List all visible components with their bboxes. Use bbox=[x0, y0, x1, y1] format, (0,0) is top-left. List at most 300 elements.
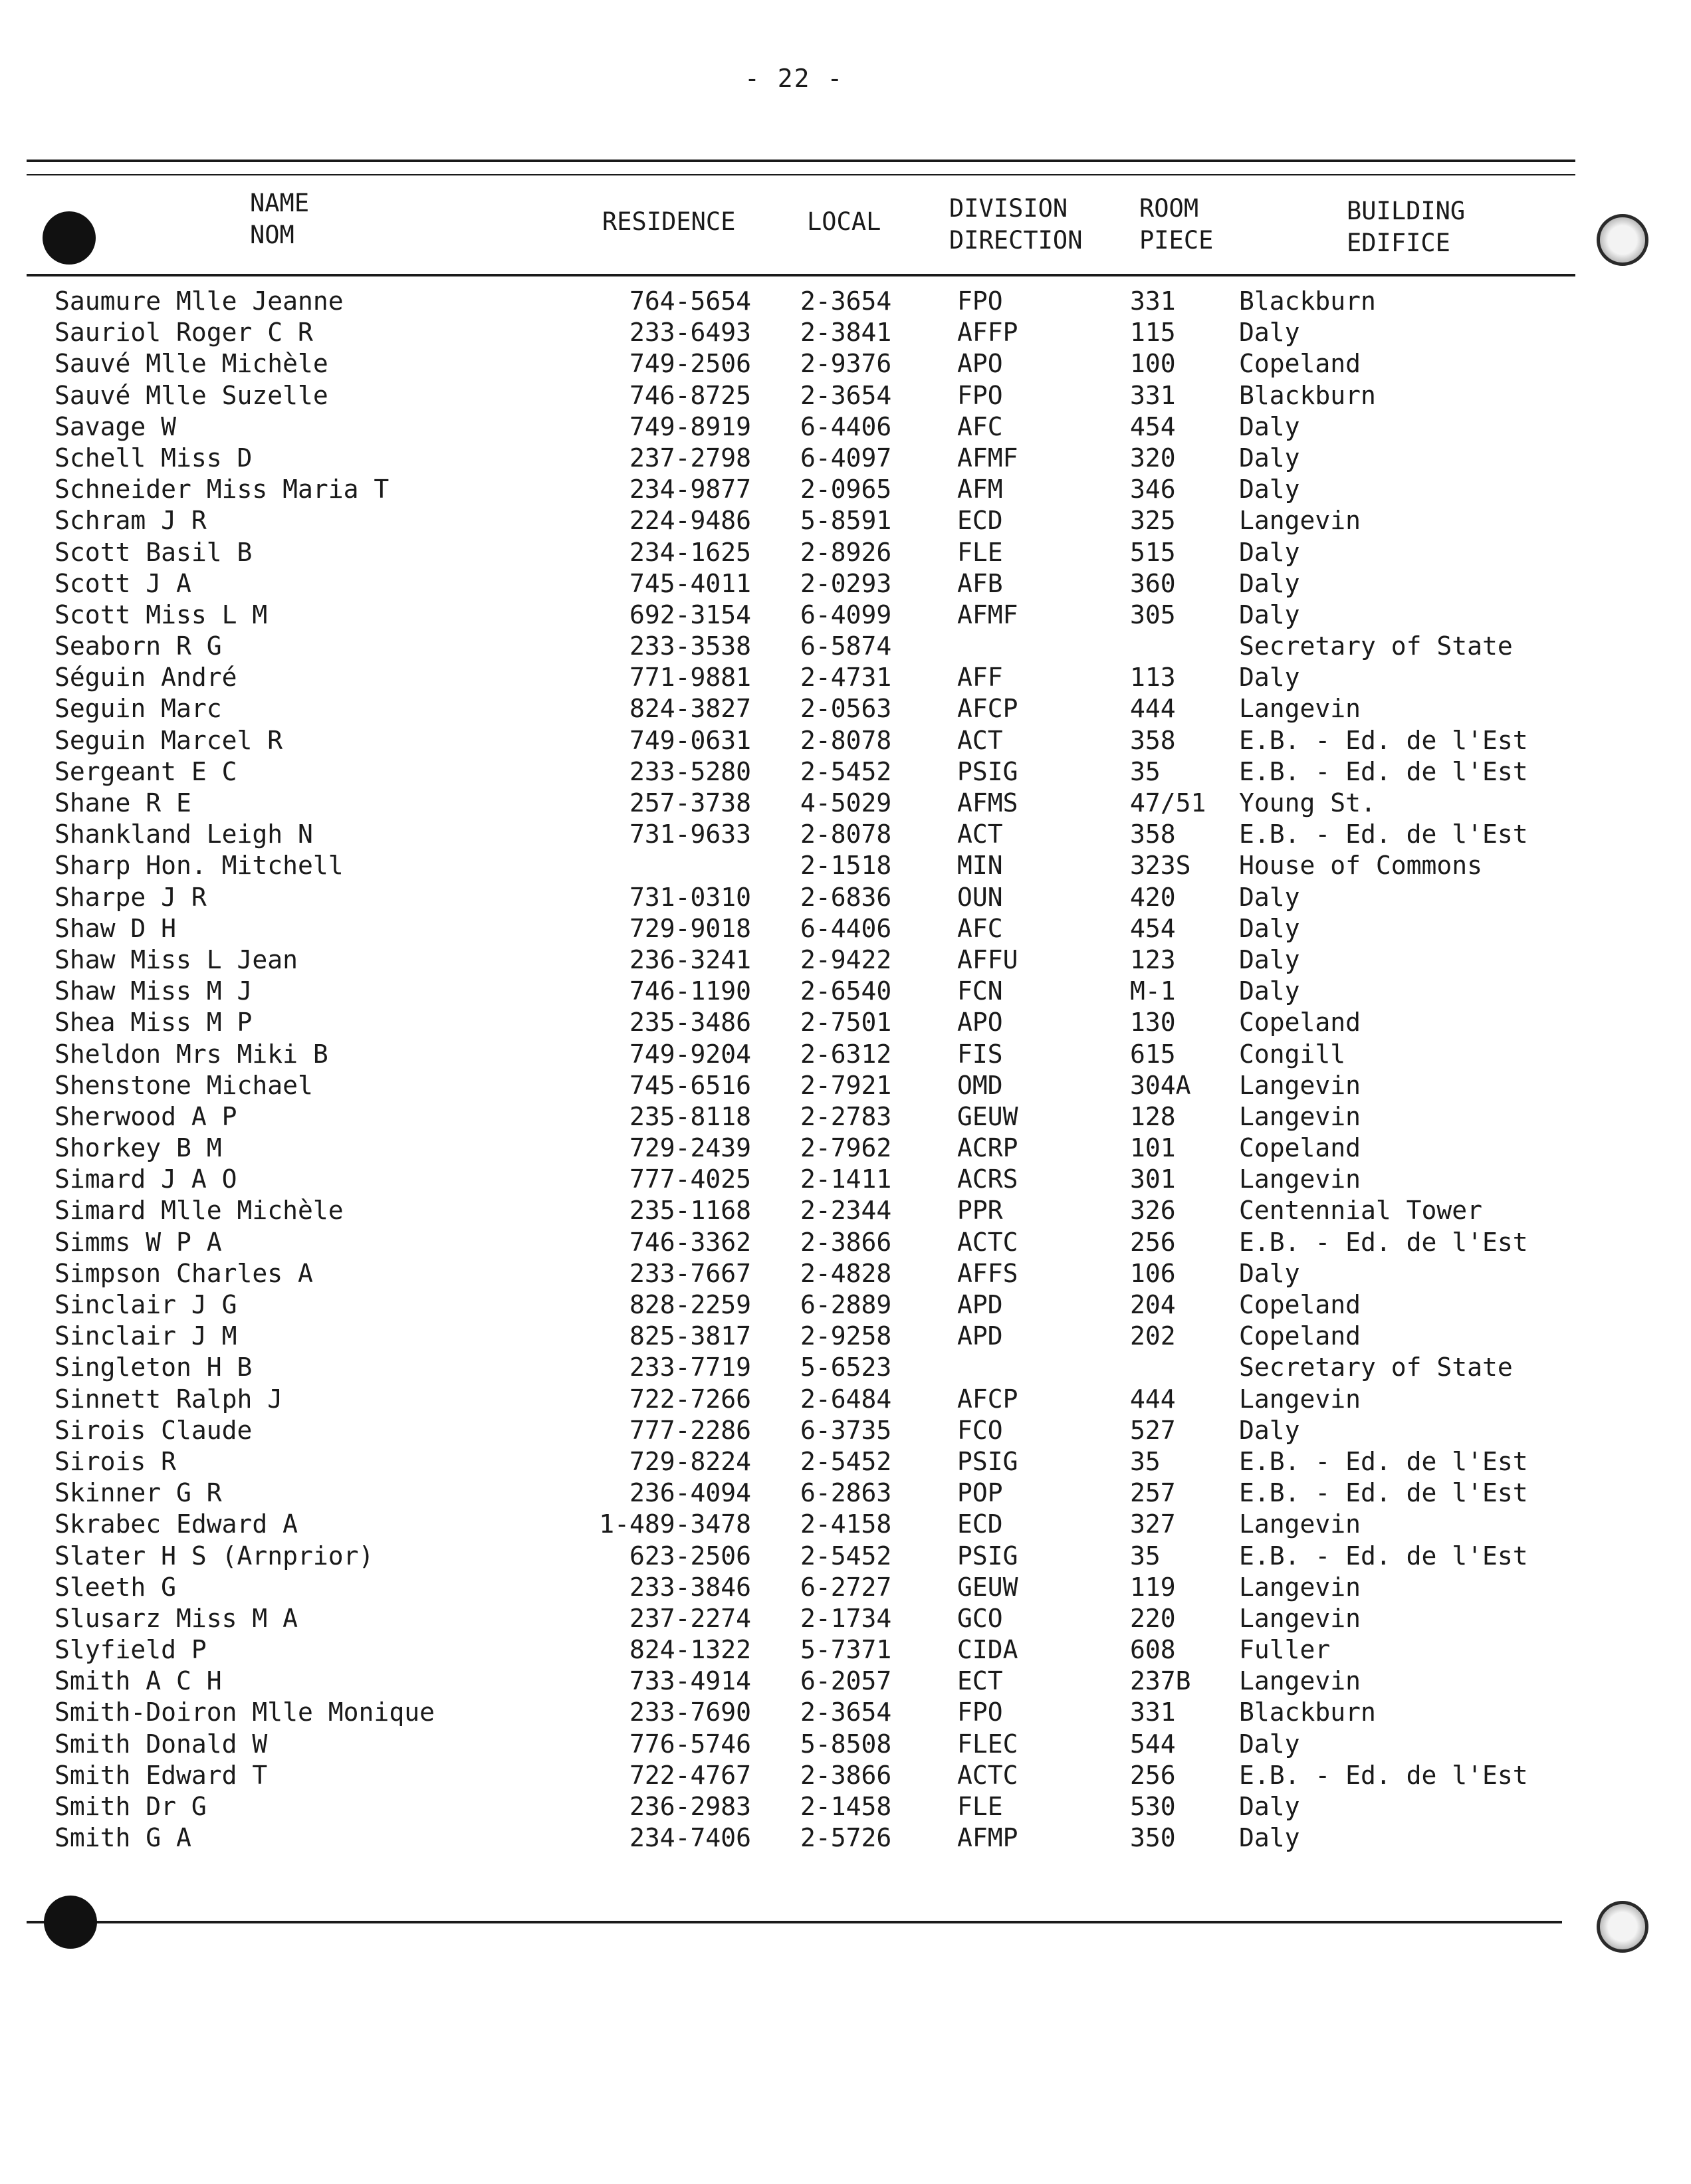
room-number: 106 bbox=[1130, 1258, 1176, 1288]
column-header-residence: RESIDENCE bbox=[602, 207, 736, 236]
local-extension: 2-6312 bbox=[800, 1039, 892, 1069]
room-number: 100 bbox=[1130, 349, 1176, 379]
division-code: AFM bbox=[957, 475, 1003, 504]
entry-name: Sauriol Roger C R bbox=[55, 318, 313, 348]
division-code: GCO bbox=[957, 1603, 1003, 1633]
division-code: AFMS bbox=[957, 788, 1018, 818]
room-number: 256 bbox=[1130, 1227, 1176, 1257]
local-extension: 2-0293 bbox=[800, 568, 892, 598]
table-row bbox=[0, 756, 1691, 788]
building-name: Langevin bbox=[1239, 694, 1361, 724]
local-extension: 2-6540 bbox=[800, 976, 892, 1006]
local-extension: 2-9376 bbox=[800, 349, 892, 379]
building-name: Langevin bbox=[1239, 1603, 1361, 1633]
table-row bbox=[0, 1384, 1691, 1415]
entry-name: Sherwood A P bbox=[55, 1101, 237, 1131]
local-extension: 2-1518 bbox=[800, 851, 892, 881]
room-number: 327 bbox=[1130, 1509, 1176, 1539]
table-row bbox=[0, 1509, 1691, 1540]
residence-phone: 234-1625 bbox=[629, 537, 751, 567]
residence-phone: 235-1168 bbox=[629, 1196, 751, 1226]
entry-name: Schneider Miss Maria T bbox=[55, 475, 390, 504]
division-code: ACTC bbox=[957, 1760, 1018, 1790]
table-row bbox=[0, 411, 1691, 443]
table-row bbox=[0, 1289, 1691, 1321]
residence-phone: 729-2439 bbox=[629, 1133, 751, 1163]
division-code: AFCP bbox=[957, 1384, 1018, 1414]
building-name: Secretary of State bbox=[1239, 1353, 1513, 1382]
room-number: 301 bbox=[1130, 1164, 1176, 1194]
residence-phone: 257-3738 bbox=[629, 788, 751, 818]
table-row bbox=[0, 913, 1691, 944]
local-extension: 2-3866 bbox=[800, 1227, 892, 1257]
table-row bbox=[0, 944, 1691, 976]
table-row bbox=[0, 537, 1691, 568]
local-extension: 2-2344 bbox=[800, 1196, 892, 1226]
room-number: 101 bbox=[1130, 1133, 1176, 1163]
residence-phone: 224-9486 bbox=[629, 506, 751, 536]
local-extension: 5-8508 bbox=[800, 1729, 892, 1759]
division-code: FLE bbox=[957, 537, 1003, 567]
entry-name: Saumure Mlle Jeanne bbox=[55, 286, 344, 316]
division-code: ACT bbox=[957, 725, 1003, 755]
local-extension: 2-1411 bbox=[800, 1164, 892, 1194]
division-code: FIS bbox=[957, 1039, 1003, 1069]
residence-phone: 233-6493 bbox=[629, 318, 751, 348]
column-header-division: DIVISION DIRECTION bbox=[949, 194, 1083, 255]
building-name: Copeland bbox=[1239, 1008, 1361, 1037]
division-code: PSIG bbox=[957, 756, 1018, 786]
bottom-rule bbox=[27, 1921, 1562, 1923]
division-code: AFFP bbox=[957, 318, 1018, 348]
room-number: 515 bbox=[1130, 537, 1176, 567]
local-extension: 2-7962 bbox=[800, 1133, 892, 1163]
local-extension: 2-0965 bbox=[800, 475, 892, 504]
building-name: Young St. bbox=[1239, 788, 1376, 818]
local-extension: 2-7501 bbox=[800, 1008, 892, 1037]
residence-phone: 234-7406 bbox=[629, 1823, 751, 1853]
binder-ring-icon bbox=[1597, 1901, 1648, 1953]
local-extension: 2-2783 bbox=[800, 1101, 892, 1131]
entry-name: Smith-Doiron Mlle Monique bbox=[55, 1697, 435, 1727]
division-code: AFMF bbox=[957, 443, 1018, 473]
division-code: AFF bbox=[957, 663, 1003, 693]
room-number: 360 bbox=[1130, 568, 1176, 598]
residence-phone: 237-2274 bbox=[629, 1603, 751, 1633]
residence-phone: 777-4025 bbox=[629, 1164, 751, 1194]
division-code: POP bbox=[957, 1478, 1003, 1508]
room-number: 346 bbox=[1130, 475, 1176, 504]
local-extension: 6-2727 bbox=[800, 1572, 892, 1602]
local-extension: 2-1458 bbox=[800, 1792, 892, 1821]
building-name: Daly bbox=[1239, 663, 1300, 693]
local-extension: 5-7371 bbox=[800, 1635, 892, 1665]
entry-name: Smith Dr G bbox=[55, 1792, 207, 1821]
entry-name: Seaborn R G bbox=[55, 631, 222, 661]
table-row bbox=[0, 1446, 1691, 1477]
residence-phone: 233-7690 bbox=[629, 1697, 751, 1727]
room-number: 237B bbox=[1130, 1666, 1191, 1696]
division-code: PSIG bbox=[957, 1446, 1018, 1476]
table-row bbox=[0, 788, 1691, 819]
local-extension: 6-2863 bbox=[800, 1478, 892, 1508]
building-name: Blackburn bbox=[1239, 286, 1376, 316]
table-row bbox=[0, 568, 1691, 600]
residence-phone: 233-5280 bbox=[629, 756, 751, 786]
building-name: Daly bbox=[1239, 976, 1300, 1006]
building-name: E.B. - Ed. de l'Est bbox=[1239, 1760, 1528, 1790]
entry-name: Sirois Claude bbox=[55, 1415, 253, 1445]
column-header-name: NAME NOM bbox=[250, 189, 310, 249]
entry-name: Seguin Marcel R bbox=[55, 725, 283, 755]
building-name: E.B. - Ed. de l'Est bbox=[1239, 1478, 1528, 1508]
division-code: FLE bbox=[957, 1792, 1003, 1821]
entry-name: Slater H S (Arnprior) bbox=[55, 1541, 374, 1571]
table-row bbox=[0, 819, 1691, 850]
directory-table bbox=[0, 286, 1691, 1854]
residence-phone: 236-2983 bbox=[629, 1792, 751, 1821]
local-extension: 6-4406 bbox=[800, 411, 892, 441]
local-extension: 4-5029 bbox=[800, 788, 892, 818]
entry-name: Slyfield P bbox=[55, 1635, 207, 1665]
local-extension: 2-8078 bbox=[800, 725, 892, 755]
local-extension: 2-5726 bbox=[800, 1823, 892, 1853]
table-row bbox=[0, 1729, 1691, 1760]
division-code: PSIG bbox=[957, 1541, 1018, 1571]
header-rule bbox=[27, 274, 1575, 276]
entry-name: Shea Miss M P bbox=[55, 1008, 253, 1037]
table-row bbox=[0, 1415, 1691, 1446]
room-number: 305 bbox=[1130, 600, 1176, 629]
building-name: Langevin bbox=[1239, 1666, 1361, 1696]
residence-phone: 745-4011 bbox=[629, 568, 751, 598]
entry-name: Scott Miss L M bbox=[55, 600, 268, 629]
division-code: ECD bbox=[957, 1509, 1003, 1539]
building-name: Copeland bbox=[1239, 349, 1361, 379]
residence-phone: 233-3538 bbox=[629, 631, 751, 661]
division-code: FPO bbox=[957, 1697, 1003, 1727]
table-row bbox=[0, 1101, 1691, 1133]
room-number: 350 bbox=[1130, 1823, 1176, 1853]
building-name: E.B. - Ed. de l'Est bbox=[1239, 1541, 1528, 1571]
division-code: OMD bbox=[957, 1070, 1003, 1100]
residence-phone: 235-8118 bbox=[629, 1101, 751, 1131]
local-extension: 2-3841 bbox=[800, 318, 892, 348]
division-code: ECT bbox=[957, 1666, 1003, 1696]
local-extension: 2-1734 bbox=[800, 1603, 892, 1633]
binder-ring-icon bbox=[1597, 214, 1648, 266]
division-code: FLEC bbox=[957, 1729, 1018, 1759]
residence-phone: 731-0310 bbox=[629, 882, 751, 912]
punch-hole-icon bbox=[43, 211, 96, 265]
room-number: 35 bbox=[1130, 1541, 1161, 1571]
building-name: Langevin bbox=[1239, 1572, 1361, 1602]
room-number: 220 bbox=[1130, 1603, 1176, 1633]
entry-name: Simard J A O bbox=[55, 1164, 237, 1194]
division-code: AFMP bbox=[957, 1823, 1018, 1853]
table-row bbox=[0, 380, 1691, 411]
division-code: ECD bbox=[957, 506, 1003, 536]
room-number: 115 bbox=[1130, 318, 1176, 348]
table-row bbox=[0, 286, 1691, 317]
entry-name: Shorkey B M bbox=[55, 1133, 222, 1163]
entry-name: Shenstone Michael bbox=[55, 1070, 313, 1100]
room-number: 204 bbox=[1130, 1290, 1176, 1319]
table-row bbox=[0, 505, 1691, 536]
local-extension: 5-6523 bbox=[800, 1353, 892, 1382]
entry-name: Scott J A bbox=[55, 568, 191, 598]
residence-phone: 776-5746 bbox=[629, 1729, 751, 1759]
building-name: Copeland bbox=[1239, 1133, 1361, 1163]
residence-phone: 749-2506 bbox=[629, 349, 751, 379]
building-name: Fuller bbox=[1239, 1635, 1331, 1665]
residence-phone: 745-6516 bbox=[629, 1070, 751, 1100]
room-number: 358 bbox=[1130, 819, 1176, 849]
table-row bbox=[0, 1541, 1691, 1572]
local-extension: 2-6836 bbox=[800, 882, 892, 912]
entry-name: Schell Miss D bbox=[55, 443, 253, 473]
residence-phone: 824-3827 bbox=[629, 694, 751, 724]
local-extension: 6-5874 bbox=[800, 631, 892, 661]
local-extension: 5-8591 bbox=[800, 506, 892, 536]
room-number: 123 bbox=[1130, 944, 1176, 974]
entry-name: Scott Basil B bbox=[55, 537, 253, 567]
room-number: 420 bbox=[1130, 882, 1176, 912]
division-code: PPR bbox=[957, 1196, 1003, 1226]
local-extension: 2-8078 bbox=[800, 819, 892, 849]
room-number: 454 bbox=[1130, 913, 1176, 943]
residence-phone: 828-2259 bbox=[629, 1290, 751, 1319]
room-number: 256 bbox=[1130, 1760, 1176, 1790]
table-row bbox=[0, 1352, 1691, 1383]
table-row bbox=[0, 1321, 1691, 1352]
entry-name: Slusarz Miss M A bbox=[55, 1603, 298, 1633]
table-row bbox=[0, 976, 1691, 1007]
punch-hole-icon bbox=[44, 1896, 97, 1949]
division-code: ACTC bbox=[957, 1227, 1018, 1257]
residence-phone: 749-8919 bbox=[629, 411, 751, 441]
table-row bbox=[0, 1697, 1691, 1728]
building-name: Langevin bbox=[1239, 506, 1361, 536]
table-row bbox=[0, 1133, 1691, 1164]
local-extension: 2-4731 bbox=[800, 663, 892, 693]
division-code: APD bbox=[957, 1321, 1003, 1351]
table-row bbox=[0, 348, 1691, 380]
building-name: Daly bbox=[1239, 568, 1300, 598]
division-code: GEUW bbox=[957, 1572, 1018, 1602]
room-number: 331 bbox=[1130, 286, 1176, 316]
entry-name: Sinclair J M bbox=[55, 1321, 237, 1351]
column-header-room: ROOM PIECE bbox=[1139, 194, 1214, 255]
entry-name: Skrabec Edward A bbox=[55, 1509, 298, 1539]
entry-name: Sheldon Mrs Miki B bbox=[55, 1039, 328, 1069]
table-row bbox=[0, 1603, 1691, 1634]
room-number: 454 bbox=[1130, 411, 1176, 441]
building-name: Daly bbox=[1239, 913, 1300, 943]
division-code: AFMF bbox=[957, 600, 1018, 629]
division-code: AFC bbox=[957, 913, 1003, 943]
room-number: 35 bbox=[1130, 756, 1161, 786]
table-row bbox=[0, 1572, 1691, 1603]
building-name: Daly bbox=[1239, 443, 1300, 473]
column-header-building: BUILDING EDIFICE bbox=[1347, 197, 1466, 257]
residence-phone: 233-3846 bbox=[629, 1572, 751, 1602]
entry-name: Shaw Miss L Jean bbox=[55, 944, 298, 974]
table-row bbox=[0, 1258, 1691, 1289]
building-name: Copeland bbox=[1239, 1321, 1361, 1351]
entry-name: Séguin André bbox=[55, 663, 237, 693]
residence-phone: 825-3817 bbox=[629, 1321, 751, 1351]
local-extension: 2-9258 bbox=[800, 1321, 892, 1351]
room-number: 320 bbox=[1130, 443, 1176, 473]
division-code: FCN bbox=[957, 976, 1003, 1006]
local-extension: 2-3654 bbox=[800, 1697, 892, 1727]
residence-phone: 771-9881 bbox=[629, 663, 751, 693]
entry-name: Sauvé Mlle Michèle bbox=[55, 349, 328, 379]
entry-name: Simard Mlle Michèle bbox=[55, 1196, 344, 1226]
building-name: Langevin bbox=[1239, 1384, 1361, 1414]
building-name: Langevin bbox=[1239, 1070, 1361, 1100]
residence-phone: 746-3362 bbox=[629, 1227, 751, 1257]
building-name: E.B. - Ed. de l'Est bbox=[1239, 1446, 1528, 1476]
table-row bbox=[0, 850, 1691, 881]
division-code: ACT bbox=[957, 819, 1003, 849]
entry-name: Sirois R bbox=[55, 1446, 177, 1476]
local-extension: 2-8926 bbox=[800, 537, 892, 567]
building-name: Daly bbox=[1239, 1729, 1300, 1759]
top-rule-thin bbox=[27, 174, 1575, 175]
local-extension: 2-0563 bbox=[800, 694, 892, 724]
room-number: 331 bbox=[1130, 380, 1176, 410]
table-row bbox=[0, 1007, 1691, 1038]
building-name: Daly bbox=[1239, 600, 1300, 629]
division-code: AFFS bbox=[957, 1258, 1018, 1288]
division-code: GEUW bbox=[957, 1101, 1018, 1131]
room-number: 326 bbox=[1130, 1196, 1176, 1226]
building-name: Daly bbox=[1239, 1258, 1300, 1288]
room-number: 530 bbox=[1130, 1792, 1176, 1821]
residence-phone: 1-489-3478 bbox=[599, 1509, 751, 1539]
table-row bbox=[0, 1634, 1691, 1666]
entry-name: Sauvé Mlle Suzelle bbox=[55, 380, 328, 410]
room-number: 323S bbox=[1130, 851, 1191, 881]
table-row bbox=[0, 1666, 1691, 1697]
table-row bbox=[0, 1070, 1691, 1101]
entry-name: Singleton H B bbox=[55, 1353, 253, 1382]
entry-name: Smith Donald W bbox=[55, 1729, 268, 1759]
entry-name: Shaw D H bbox=[55, 913, 177, 943]
table-row bbox=[0, 631, 1691, 662]
room-number: 544 bbox=[1130, 1729, 1176, 1759]
building-name: House of Commons bbox=[1239, 851, 1483, 881]
residence-phone: 692-3154 bbox=[629, 600, 751, 629]
table-row bbox=[0, 317, 1691, 348]
building-name: E.B. - Ed. de l'Est bbox=[1239, 725, 1528, 755]
building-name: Daly bbox=[1239, 318, 1300, 348]
building-name: E.B. - Ed. de l'Est bbox=[1239, 819, 1528, 849]
entry-name: Shankland Leigh N bbox=[55, 819, 313, 849]
room-number: 130 bbox=[1130, 1008, 1176, 1037]
building-name: Daly bbox=[1239, 475, 1300, 504]
division-code: MIN bbox=[957, 851, 1003, 881]
local-extension: 6-2057 bbox=[800, 1666, 892, 1696]
local-extension: 6-4099 bbox=[800, 600, 892, 629]
residence-phone: 722-7266 bbox=[629, 1384, 751, 1414]
division-code: APO bbox=[957, 349, 1003, 379]
building-name: Daly bbox=[1239, 537, 1300, 567]
table-row bbox=[0, 1477, 1691, 1509]
building-name: Daly bbox=[1239, 1823, 1300, 1853]
table-row bbox=[0, 600, 1691, 631]
local-extension: 2-9422 bbox=[800, 944, 892, 974]
division-code: ACRS bbox=[957, 1164, 1018, 1194]
residence-phone: 236-4094 bbox=[629, 1478, 751, 1508]
residence-phone: 233-7667 bbox=[629, 1258, 751, 1288]
building-name: Secretary of State bbox=[1239, 631, 1513, 661]
local-extension: 2-3654 bbox=[800, 286, 892, 316]
table-row bbox=[0, 474, 1691, 505]
residence-phone: 236-3241 bbox=[629, 944, 751, 974]
building-name: E.B. - Ed. de l'Est bbox=[1239, 756, 1528, 786]
residence-phone: 746-8725 bbox=[629, 380, 751, 410]
local-extension: 2-6484 bbox=[800, 1384, 892, 1414]
residence-phone: 733-4914 bbox=[629, 1666, 751, 1696]
room-number: 128 bbox=[1130, 1101, 1176, 1131]
entry-name: Schram J R bbox=[55, 506, 207, 536]
table-row bbox=[0, 1227, 1691, 1258]
table-row bbox=[0, 1822, 1691, 1854]
room-number: 444 bbox=[1130, 694, 1176, 724]
residence-phone: 749-0631 bbox=[629, 725, 751, 755]
residence-phone: 746-1190 bbox=[629, 976, 751, 1006]
residence-phone: 233-7719 bbox=[629, 1353, 751, 1382]
building-name: E.B. - Ed. de l'Est bbox=[1239, 1227, 1528, 1257]
entry-name: Smith Edward T bbox=[55, 1760, 268, 1790]
room-number: 119 bbox=[1130, 1572, 1176, 1602]
entry-name: Simms W P A bbox=[55, 1227, 222, 1257]
division-code: OUN bbox=[957, 882, 1003, 912]
building-name: Copeland bbox=[1239, 1290, 1361, 1319]
building-name: Congill bbox=[1239, 1039, 1346, 1069]
building-name: Langevin bbox=[1239, 1101, 1361, 1131]
residence-phone: 623-2506 bbox=[629, 1541, 751, 1571]
room-number: 304A bbox=[1130, 1070, 1191, 1100]
building-name: Daly bbox=[1239, 944, 1300, 974]
local-extension: 6-2889 bbox=[800, 1290, 892, 1319]
local-extension: 2-3654 bbox=[800, 380, 892, 410]
room-number: 527 bbox=[1130, 1415, 1176, 1445]
local-extension: 2-4828 bbox=[800, 1258, 892, 1288]
building-name: Daly bbox=[1239, 1415, 1300, 1445]
room-number: 202 bbox=[1130, 1321, 1176, 1351]
residence-phone: 731-9633 bbox=[629, 819, 751, 849]
room-number: 325 bbox=[1130, 506, 1176, 536]
division-code: APD bbox=[957, 1290, 1003, 1319]
entry-name: Sharp Hon. Mitchell bbox=[55, 851, 344, 881]
residence-phone: 237-2798 bbox=[629, 443, 751, 473]
residence-phone: 777-2286 bbox=[629, 1415, 751, 1445]
column-header-local: LOCAL bbox=[807, 207, 881, 236]
local-extension: 6-3735 bbox=[800, 1415, 892, 1445]
entry-name: Sharpe J R bbox=[55, 882, 207, 912]
entry-name: Shaw Miss M J bbox=[55, 976, 253, 1006]
residence-phone: 764-5654 bbox=[629, 286, 751, 316]
local-extension: 2-7921 bbox=[800, 1070, 892, 1100]
division-code: FCO bbox=[957, 1415, 1003, 1445]
table-row bbox=[0, 1791, 1691, 1822]
room-number: 358 bbox=[1130, 725, 1176, 755]
local-extension: 6-4406 bbox=[800, 913, 892, 943]
